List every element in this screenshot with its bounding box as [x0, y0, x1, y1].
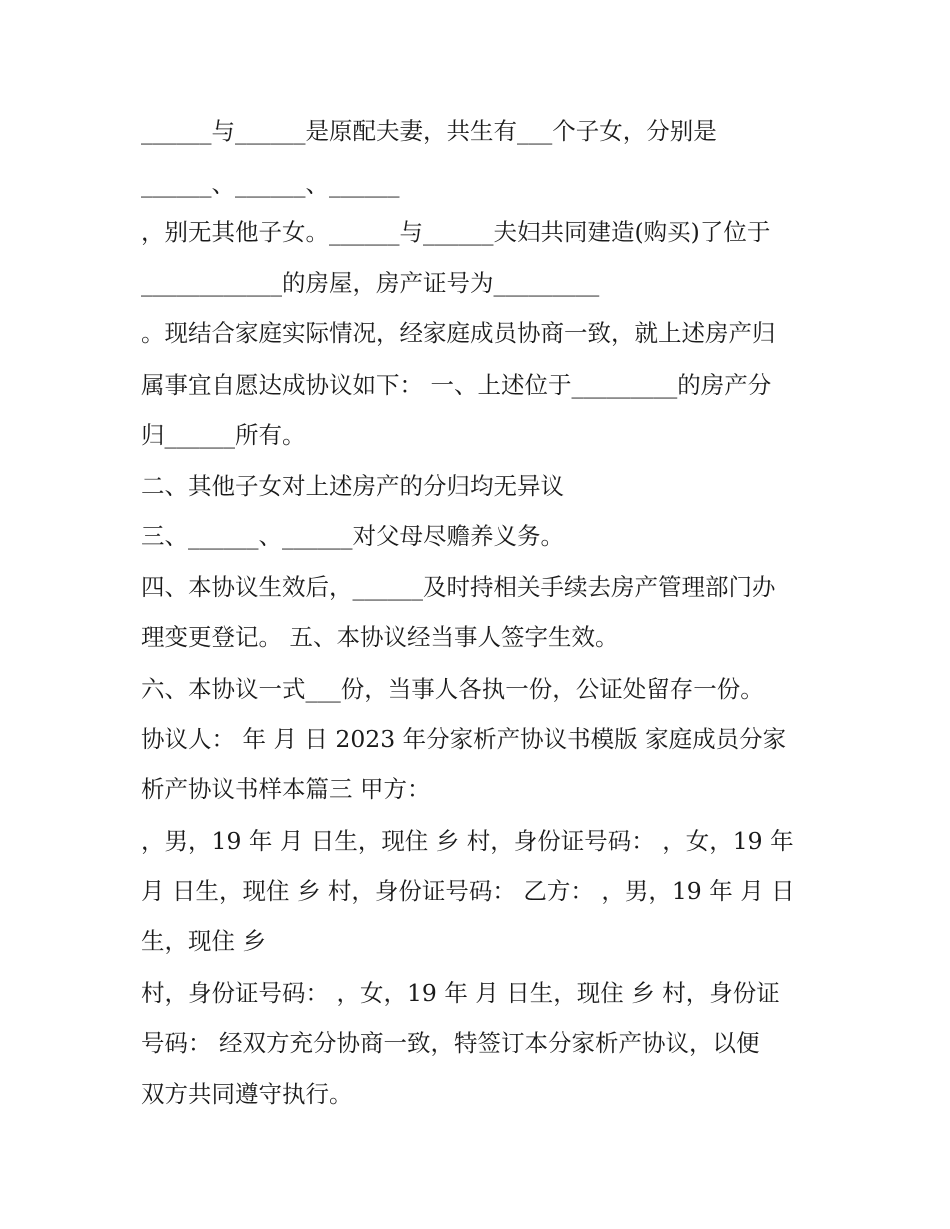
text-line-2: ______、______、______ — [141, 170, 400, 198]
text-line-5: 。现结合家庭实际情况，经家庭成员协商一致，就上述房产归 — [141, 319, 776, 347]
text-line-12: 六、本协议一式___份，当事人各执一份，公证处留存一份。 — [141, 675, 764, 703]
text-line-20: 双方共同遵守执行。 — [141, 1080, 353, 1108]
text-line-8: 二、其他子女对上述房产的分归均无异议 — [141, 472, 564, 500]
text-line-6: 属事宜自愿达成协议如下： 一、上述位于_________的房产分 — [141, 371, 772, 399]
text-line-9: 三、______、______对父母尽赡养义务。 — [141, 522, 564, 550]
text-line-14: 析产协议书样本篇三 甲方： — [141, 775, 431, 803]
text-line-16: 月 日生，现住 乡 村，身份证号码： 乙方： ，男，19 年 月 日 — [141, 877, 795, 905]
text-line-13: 协议人： 年 月 日 2023 年分家析产协议书模版 家庭成员分家 — [141, 725, 787, 753]
text-line-17: 生，现住 乡 — [141, 927, 266, 955]
text-line-3: ，别无其他子女。______与______夫妇共同建造(购买)了位于 — [141, 218, 771, 246]
text-line-4: ____________的房屋，房产证号为_________ — [141, 269, 600, 297]
text-line-1: ______与______是原配夫妻，共生有___个子女，分别是 — [141, 117, 717, 145]
text-line-7: 归______所有。 — [141, 421, 306, 449]
text-line-15: ，男，19 年 月 日生，现住 乡 村，身份证号码： ，女，19 年 — [141, 827, 794, 855]
text-line-10: 四、本协议生效后，______及时持相关手续去房产管理部门办 — [141, 573, 776, 601]
text-line-11: 理变更登记。 五、本协议经当事人签字生效。 — [141, 623, 619, 651]
text-line-19: 号码： 经双方充分协商一致，特签订本分家析产协议，以便 — [141, 1029, 760, 1057]
text-line-18: 村，身份证号码： ，女，19 年 月 日生，现住 乡 村，身份证 — [141, 979, 780, 1007]
